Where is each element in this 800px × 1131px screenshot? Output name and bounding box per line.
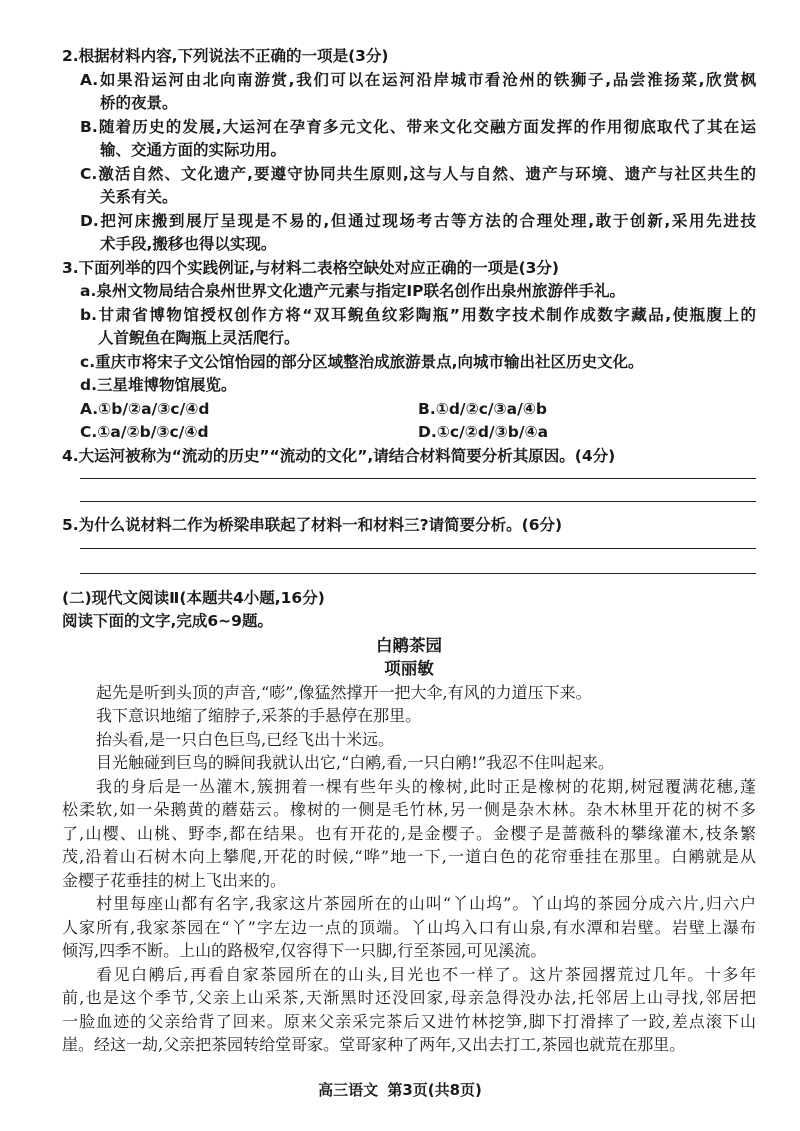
question-5-answer-lines[interactable] xyxy=(62,538,756,587)
section-instruction: 阅读下面的文字,完成6~9题。 xyxy=(62,612,273,630)
option xyxy=(62,116,756,163)
paragraph xyxy=(62,775,756,893)
text-line: A.如果沿运河由北向南游赏,我们可以在运河沿岸城市看沧州的铁狮子,品尝淮扬菜,欣赏枫 xyxy=(80,70,756,89)
text-line: 茂,沿着山石树木向上攀爬,开花的时候,“哗”地一下,一道白色的花帘垂挂在那里。白鹇就是从 xyxy=(62,847,756,866)
text-line: 桥的夜景。 xyxy=(100,94,178,112)
text-line: 起先是听到头顶的声音,“嘭”,像猛然撑开一把大伞,有风的力道压下来。 xyxy=(96,682,592,702)
text-line: 一脸血迹的父亲给背了回来。原来父亲采完茶后又进竹林挖笋,脚下打滑摔了一跤,差点滚下山 xyxy=(62,1011,756,1031)
example-item xyxy=(62,374,756,398)
paragraph xyxy=(62,704,756,728)
question-4-answer-lines[interactable] xyxy=(62,468,756,537)
text-line: 金樱子花垂挂的树上飞出来的。 xyxy=(62,870,287,890)
question-3-items xyxy=(62,280,756,398)
text-line: c.重庆市将宋子文公馆怡园的部分区域整治成旅游景点,向城市输出社区历史文化。 xyxy=(80,352,644,371)
text-line: a.泉州文物局结合泉州世界文化遗产元素与指定IP联名创作出泉州旅游伴手礼。 xyxy=(80,282,625,300)
text-line: C.激活自然、文化遗产,要遵守协同共生原则,这与人与自然、遗产与环境、遗产与社区共生的 xyxy=(80,164,756,183)
option xyxy=(62,163,756,210)
example-item xyxy=(62,280,756,304)
text-line: B.随着历史的发展,大运河在孕育多元文化、带来文化交融方面发挥的作用彻底取代了其在运 xyxy=(80,117,756,136)
paragraph xyxy=(62,963,756,1057)
question-3-options-row-2 xyxy=(62,421,756,445)
paragraph xyxy=(62,751,756,775)
exam-page xyxy=(62,45,756,1057)
question-4-stem: 4.大运河被称为“流动的历史”“流动的文化”,请结合材料简要分析其原因。(4分) xyxy=(62,446,616,465)
option-b: B.①d/②c/③a/④b xyxy=(418,399,548,418)
text-line: 我的身后是一丛灌木,簇拥着一棵有些年头的橡树,此时正是橡树的花期,树冠覆满花穗,蓬 xyxy=(96,776,756,796)
section-heading: (二)现代文阅读Ⅱ(本题共4小题,16分) xyxy=(62,588,325,607)
text-line: 人首鲵鱼在陶瓶上灵活爬行。 xyxy=(98,329,300,347)
passage-author: 项丽敏 xyxy=(384,659,434,678)
text-line: d.三星堆博物馆展览。 xyxy=(80,376,237,394)
answer-line xyxy=(80,478,756,479)
question-3-stem: 3.下面列举的四个实践例证,与材料二表格空缺处对应正确的一项是(3分) xyxy=(62,258,560,277)
option xyxy=(62,210,756,257)
question-2-options xyxy=(62,69,756,257)
option-c: C.①a/②b/③c/④d xyxy=(80,423,209,441)
example-item xyxy=(62,304,756,351)
passage-title: 白鹇茶园 xyxy=(376,635,442,655)
text-line: 看见白鹇后,再看自家茶园所在的山头,目光也不一样了。这片茶园撂荒过几年。十多年 xyxy=(96,964,756,984)
answer-line xyxy=(80,573,756,574)
text-line: 前,也是这个季节,父亲上山采茶,天渐黑时还没回家,母亲急得没办法,托邻居上山寻找,邻居把 xyxy=(62,988,756,1007)
paragraph xyxy=(62,892,756,963)
text-line: 倾泻,四季不断。上山的路极窄,仅容得下一只脚,行至茶园,可见溪流。 xyxy=(62,941,547,960)
text-line: b.甘肃省博物馆授权创作方将“双耳鲵鱼纹彩陶瓶”用数字技术制作成数字藏品,使瓶腹上的 xyxy=(80,305,756,324)
question-2-stem: 2.根据材料内容,下列说法不正确的一项是(3分) xyxy=(62,47,389,65)
example-item xyxy=(62,351,756,375)
page-footer: 高三语文 第3页(共8页) xyxy=(318,1081,482,1099)
option-d: D.①c/②d/③b/④a xyxy=(418,423,549,441)
question-3-options-row-1 xyxy=(62,398,756,422)
text-line: 人家所有,我家茶园在“丫”字左边一点的顶端。丫山坞入口有山泉,有水潭和岩壁。岩壁上瀑布 xyxy=(62,917,756,937)
paragraph xyxy=(62,728,756,752)
text-line: 崖。经这一劫,父亲把茶园转给堂哥家。堂哥家种了两年,又出去打工,茶园也就荒在那里。 xyxy=(62,1035,686,1054)
text-line: 输、交通方面的实际功用。 xyxy=(100,141,287,159)
text-line: 了,山樱、山桃、野李,都在结果。也有开花的,是金樱子。金樱子是蔷薇科的攀缘灌木,枝条繁 xyxy=(62,823,756,843)
answer-line xyxy=(80,501,756,502)
text-line: 关系有关。 xyxy=(100,188,178,206)
answer-line xyxy=(80,548,756,549)
option xyxy=(62,69,756,116)
paragraph xyxy=(62,681,756,705)
text-line: 村里每座山都有名字,我家这片茶园所在的山叫“丫山坞”。丫山坞的茶园分成六片,归六户 xyxy=(96,894,756,913)
text-line: D.把河床搬到展厅呈现是不易的,但通过现场考古等方法的合理处理,敢于创新,采用先进技 xyxy=(80,211,756,230)
text-line: 抬头看,是一只白色巨鸟,已经飞出十米远。 xyxy=(96,729,395,749)
passage-body xyxy=(62,681,756,1057)
text-line: 松柔软,如一朵鹅黄的蘑菇云。橡树的一侧是毛竹林,另一侧是杂木林。杂木林里开花的树不多 xyxy=(62,800,756,819)
text-line: 目光触碰到巨鸟的瞬间我就认出它,“白鹇,看,一只白鹇!”我忍不住叫起来。 xyxy=(96,753,615,772)
question-5-stem: 5.为什么说材料二作为桥梁串联起了材料一和材料三?请简要分析。(6分) xyxy=(62,516,563,534)
option-a: A.①b/②a/③c/④d xyxy=(80,399,210,418)
text-line: 我下意识地缩了缩脖子,采茶的手悬停在那里。 xyxy=(96,706,422,725)
text-line: 术手段,搬移也得以实现。 xyxy=(100,235,277,253)
